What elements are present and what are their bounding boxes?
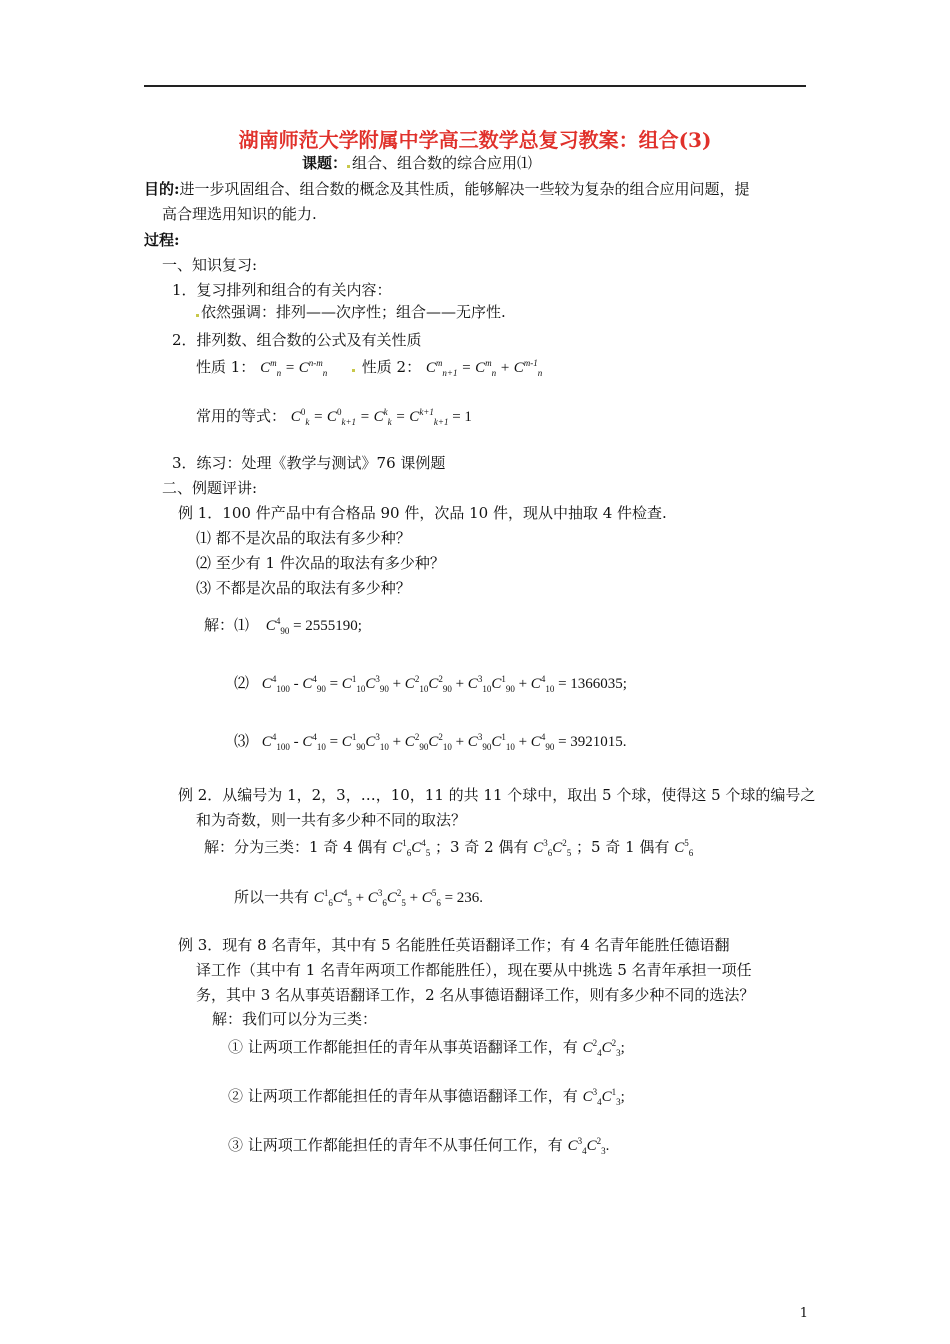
property-1	[196, 356, 327, 377]
case-1-text: ① 让两项工作都能担任的青年从事英语翻译工作，有	[228, 1038, 578, 1056]
example-3-line-2: 译工作（其中有 1 名青年两项工作都能胜任），现在要从中挑选 5 名青年承担一项任	[196, 961, 752, 979]
case-3-formula: $C^3_4C^2_3$.	[567, 1135, 610, 1156]
subject-text: 组合、组合数的综合应用⑴	[352, 154, 533, 172]
solution-3-formula: $C^4_{100} - C^4_{10} = C^1_{90}C^3_{10} + C^2_{90}C^2_{10} + C^3_{90}C^1_{10} + C^4_{90} = 3921015$.	[261, 731, 627, 752]
solution-2-result: 1366035	[570, 675, 623, 692]
example-2-case-1: $C^1_6C^4_5$	[392, 837, 431, 858]
mark-dot	[196, 314, 199, 317]
example-1-q1: ⑴ 都不是次品的取法有多少种？	[196, 529, 411, 547]
goal-label: 目的:	[144, 180, 180, 198]
review-item-1-note	[196, 301, 506, 322]
example-2-case-2: $C^3_6C^2_5$	[533, 837, 572, 858]
example-2-total-label: 所以一共有	[234, 888, 310, 906]
subject-line	[302, 152, 532, 173]
goal-text-1: 进一步巩固组合、组合数的概念及其性质，能够解决一些较为复杂的组合应用问题，提	[179, 180, 750, 198]
example-2-line-2: 和为奇数，则一共有多少种不同的取法？	[196, 811, 467, 829]
example-1-q3: ⑶ 不都是次品的取法有多少种？	[196, 579, 411, 597]
example-3-line-1: 例 3．现有 8 名青年，其中有 5 名能胜任英语翻译工作；有 4 名青年能胜任德语翻	[178, 936, 730, 954]
section1-heading-text: 一、知识复习:	[162, 256, 258, 274]
example-1-stem: 例 1．100 件产品中有合格品 90 件，次品 10 件，现从中抽取 4 件检查.	[178, 504, 667, 522]
property-1-formula: $C^m_n = C^{n-m}_n$	[260, 357, 328, 378]
property-2	[352, 356, 542, 377]
example-2-sol-a: 解：分为三类：1 奇 4 偶有	[204, 838, 388, 856]
example-2-line-1: 例 2．从编号为 1，2，3，…，10，11 的共 11 个球中，取出 5 个球，使得这 5 个球的编号之	[178, 786, 816, 804]
subject-label: 课题：	[302, 154, 348, 172]
page-number: 1	[799, 1306, 808, 1321]
mark-dot	[352, 369, 355, 372]
section1-heading	[162, 254, 257, 275]
case-3-text: ③ 让两项工作都能担任的青年不从事任何工作，有	[228, 1136, 563, 1154]
example-1-solution-3	[234, 730, 627, 751]
case-2-formula: $C^3_4C^1_3$;	[582, 1086, 625, 1107]
property-2-label: 性质 2：	[361, 358, 422, 376]
review-item-3: 3．练习：处理《教学与测试》76 课例题	[172, 454, 446, 472]
example-2-total	[234, 886, 483, 907]
solution-1-formula: $C^4_{90} = 2555190$;	[265, 615, 362, 636]
example-2-sol-c: ；5 奇 1 偶有	[576, 838, 670, 856]
property-1-label: 性质 1：	[196, 358, 256, 376]
example-3-case-2	[228, 1085, 625, 1106]
header-rule	[144, 85, 806, 87]
review-note-text: 依然强调：排列——次序性；组合——无序性.	[201, 303, 506, 321]
solution-2-formula: $C^4_{100} - C^4_{90} = C^1_{10}C^3_{90} + C^2_{10}C^2_{90} + C^3_{10}C^1_{90} + C^4_{10} = 1366035$;	[261, 673, 627, 694]
page-title: 湖南师范大学附属中学高三数学总复习教案：组合(3)	[238, 128, 712, 152]
example-3-case-1	[228, 1036, 625, 1057]
example-2-total-formula: $C^1_6C^4_5 + C^3_6C^2_5 + C^5_6 = 236$.	[313, 887, 484, 908]
solution-1-result: 2555190	[305, 617, 358, 634]
example-2-case-3: $C^5_6$	[674, 837, 694, 858]
example-2-solution	[204, 836, 693, 857]
review-item-2: 2．排列数、组合数的公式及有关性质	[172, 331, 422, 349]
goal-text-2: 高合理选用知识的能力.	[162, 205, 317, 223]
common-identity	[196, 405, 472, 426]
mark-dot	[347, 165, 350, 168]
example-2-total-result: 236	[456, 889, 480, 906]
example-3-case-3	[228, 1134, 609, 1155]
section2-heading: 二、例题评讲:	[162, 479, 258, 497]
solution-3-result: 3921015	[570, 733, 623, 750]
process-label: 过程:	[144, 231, 180, 249]
solution-3-label: ⑶	[234, 732, 250, 750]
solution-1-label: 解：⑴	[204, 616, 250, 634]
example-1-q2: ⑵ 至少有 1 件次品的取法有多少种？	[196, 554, 445, 572]
property-2-formula: $C^m_{n+1} = C^m_n + C^{m-1}_n$	[425, 357, 543, 378]
solution-2-label: ⑵	[234, 674, 250, 692]
review-item-1: 1．复习排列和组合的有关内容：	[172, 281, 392, 299]
common-identity-formula: $C^0_k = C^0_{k+1} = C^k_k = C^{k+1}_{k+1} = 1$	[290, 406, 472, 427]
common-identity-label: 常用的等式：	[196, 407, 287, 425]
case-2-text: ② 让两项工作都能担任的青年从事德语翻译工作，有	[228, 1087, 578, 1105]
goal-line-1	[144, 178, 750, 199]
example-2-sol-b: ；3 奇 2 偶有	[435, 838, 529, 856]
example-1-solution-1	[204, 614, 362, 635]
example-3-line-3: 务，其中 3 名从事英语翻译工作，2 名从事德语翻译工作，则有多少种不同的选法？	[196, 986, 755, 1004]
example-3-solution-label: 解：我们可以分为三类：	[212, 1010, 378, 1028]
case-1-formula: $C^2_4C^2_3$;	[582, 1037, 625, 1058]
example-1-solution-2	[234, 672, 627, 693]
